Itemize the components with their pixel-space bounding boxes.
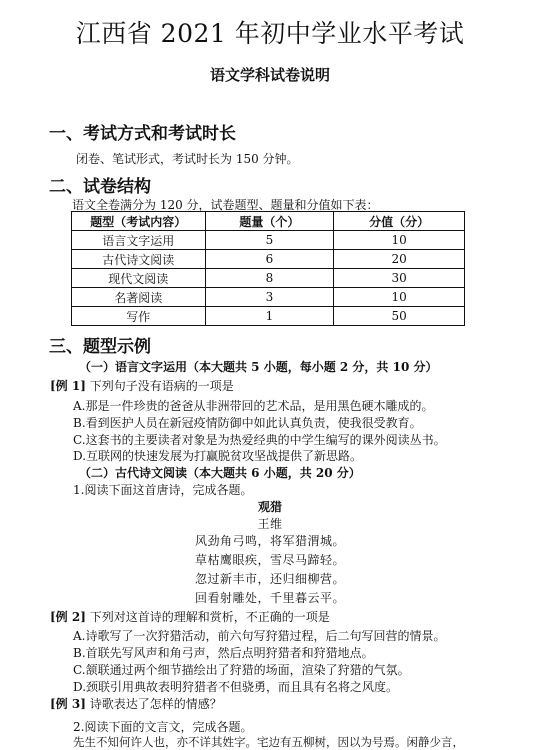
poem-author: 王维	[257, 517, 283, 531]
reading1-instruction: 1.阅读下面这首唐诗，完成各题。	[73, 483, 253, 497]
table-row	[72, 288, 465, 307]
document-subtitle: 语文学科试卷说明	[209, 66, 330, 84]
table-row	[72, 307, 465, 326]
table-cell: 10	[334, 288, 465, 307]
table-cell: 现代文阅读	[72, 269, 206, 288]
example1-option-b: B.看到医护人员在新冠疫情防御中如此认真负责，使我很受教育。	[73, 416, 422, 430]
example1-option-a: A.那是一件珍贵的爸爸从非洲带回的艺术品，是用黑色硬木雕成的。	[73, 399, 434, 413]
example2-question	[50, 608, 330, 625]
part2-title: （二）古代诗文阅读（本大题共 6 小题，共 20 分）	[79, 466, 361, 480]
table-cell: 3	[205, 288, 334, 307]
table-cell: 语言文字运用	[72, 231, 206, 250]
table-header-cell: 分值（分）	[334, 212, 465, 231]
section2-heading: 二、试卷结构	[49, 177, 151, 197]
example2-option-a: A.诗歌写了一次狩猎活动，前六句写狩猎过程，后二句写回营的情景。	[73, 629, 446, 643]
table-row	[72, 269, 465, 288]
example1-option-c: C.这套书的主要读者对象是为热爱经典的中学生编写的课外阅读丛书。	[73, 433, 446, 447]
example3-tag: [例 3]	[50, 697, 86, 711]
table-cell: 8	[205, 269, 334, 288]
example2-text: 下列对这首诗的理解和赏析，不正确的一项是	[89, 610, 330, 624]
table-cell: 1	[205, 307, 334, 326]
table-cell: 名著阅读	[72, 288, 206, 307]
table-cell: 10	[334, 231, 465, 250]
table-header-cell: 题量（个）	[205, 212, 334, 231]
table-row	[72, 231, 465, 250]
table-cell: 20	[334, 250, 465, 269]
table-header-row	[72, 212, 465, 231]
example1-question	[50, 377, 234, 394]
example1-option-d: D.互联网的快速发展为打赢脱贫攻坚战提供了新思路。	[73, 449, 363, 463]
poem-line: 草枯鹰眼疾，雪尽马蹄轻。	[194, 553, 345, 567]
example2-option-b: B.首联先写风声和角弓声，然后点明狩猎者和狩猎地点。	[73, 646, 374, 660]
example3-text: 诗歌表达了怎样的情感？	[89, 697, 222, 711]
table-cell: 写作	[72, 307, 206, 326]
table-cell: 古代诗文阅读	[72, 250, 206, 269]
table-cell: 30	[334, 269, 465, 288]
section1-heading: 一、考试方式和考试时长	[49, 124, 236, 144]
example1-text: 下列句子没有语病的一项是	[89, 379, 234, 393]
example2-option-d: D.颈联引用典故表明狩猎者不但骁勇，而且具有名将之风度。	[73, 680, 399, 694]
table-header-cell: 题型（考试内容）	[72, 212, 206, 231]
poem-line: 风劲角弓鸣，将军猎渭城。	[194, 534, 345, 548]
example2-option-c: C.颔联通过两个细节描绘出了狩猎的场面，渲染了狩猎的气氛。	[73, 663, 410, 677]
table-cell: 50	[334, 307, 465, 326]
section3-heading: 三、题型示例	[49, 337, 151, 357]
part1-title: （一）语言文字运用（本大题共 5 小题，每小题 2 分，共 10 分）	[79, 360, 438, 374]
example3-question	[50, 695, 222, 712]
table-row	[72, 250, 465, 269]
exam-structure-table	[71, 211, 465, 326]
classical-text: 先生不知何许人也，亦不详其姓字。宅边有五柳树，因以为号焉。闲静少言，	[73, 735, 464, 749]
section1-text: 闭卷、笔试形式，考试时长为 150 分钟。	[76, 152, 299, 166]
table-cell: 5	[205, 231, 334, 250]
table-cell: 6	[205, 250, 334, 269]
example2-tag: [例 2]	[50, 610, 86, 624]
example1-tag: [例 1]	[50, 379, 86, 393]
poem-line: 回看射雕处，千里暮云平。	[194, 591, 345, 605]
document-title: 江西省 2021 年初中学业水平考试	[75, 19, 465, 48]
reading2-instruction: 2.阅读下面的文言文，完成各题。	[73, 720, 253, 734]
section2-intro: 语文全卷满分为 120 分，试卷题型、题量和分值如下表：	[72, 198, 379, 212]
poem-line: 忽过新丰市，还归细柳营。	[194, 572, 345, 586]
poem-title: 观猎	[257, 500, 282, 514]
